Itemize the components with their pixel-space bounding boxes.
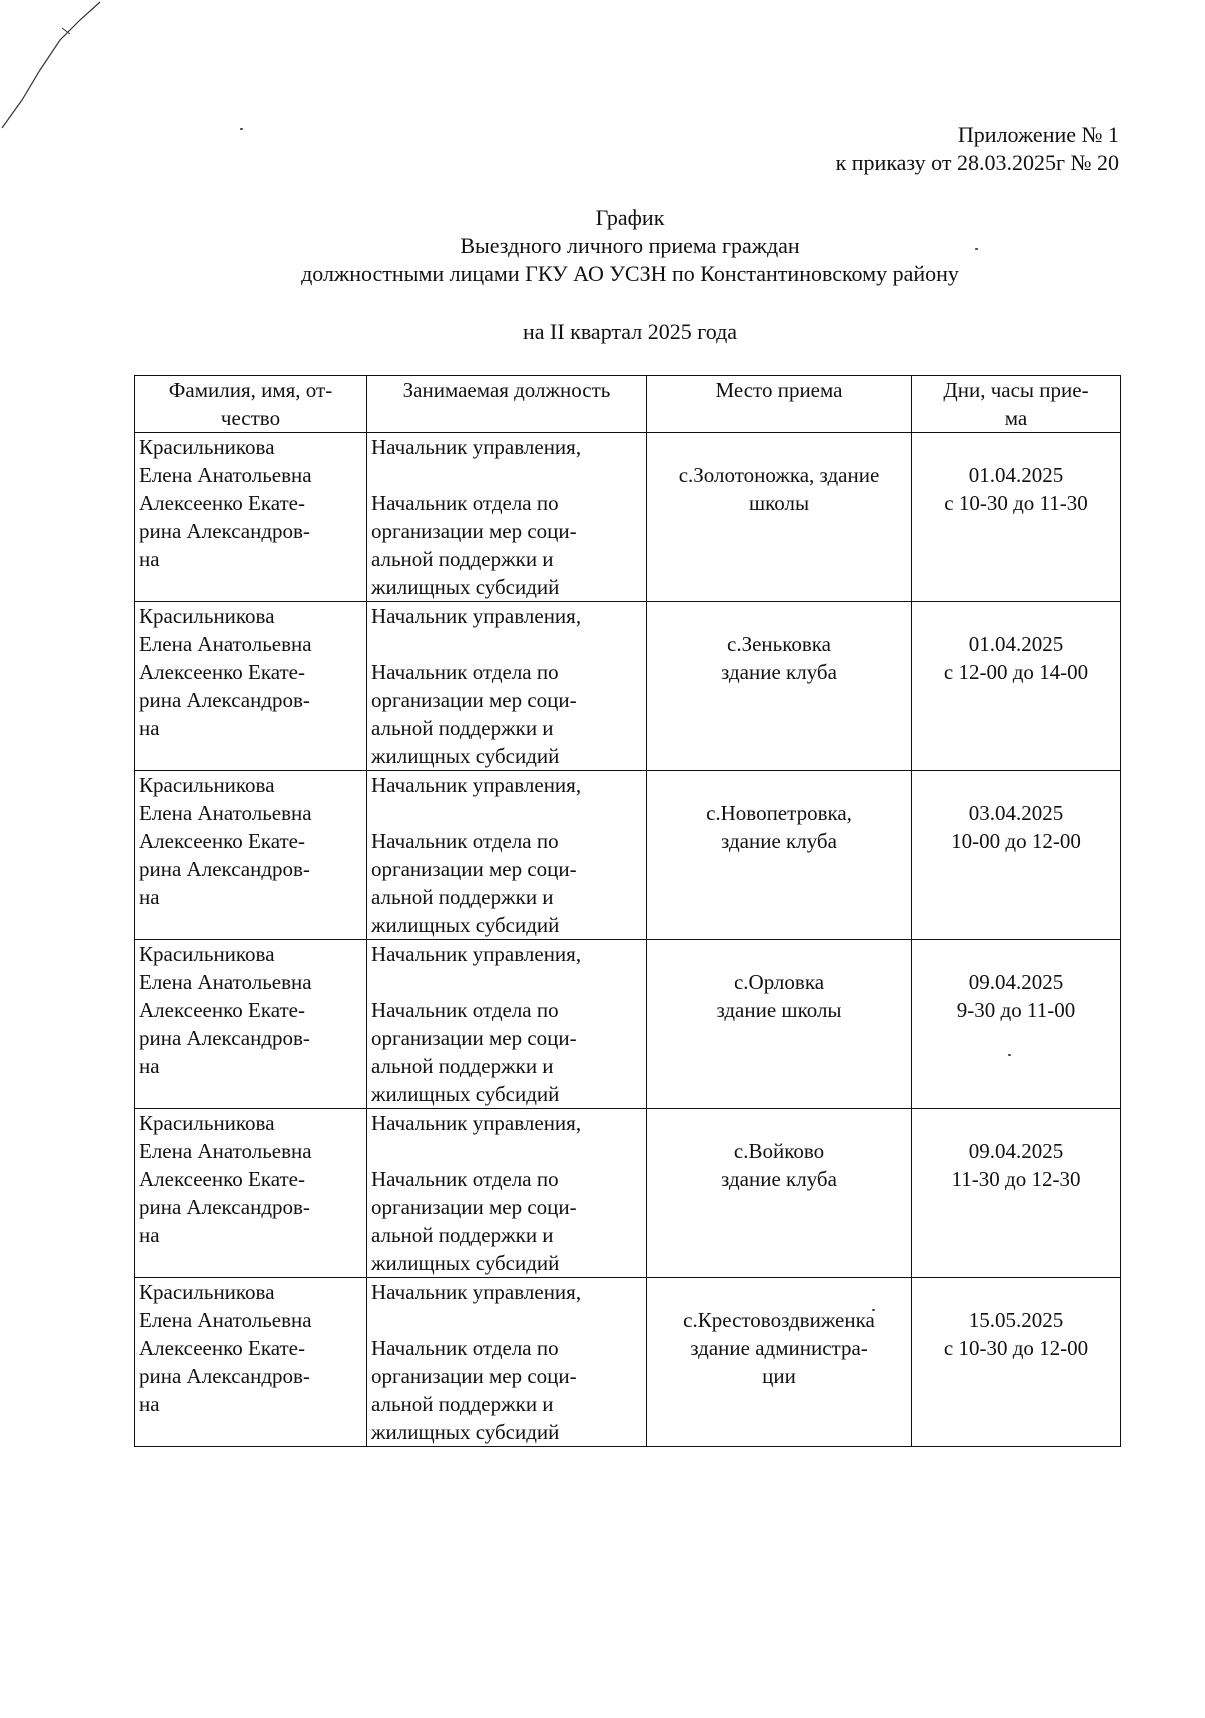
cell-place bbox=[647, 940, 912, 1109]
position-head: Начальник управления, bbox=[371, 1280, 582, 1304]
position-head: Начальник управления, bbox=[371, 942, 582, 966]
cell-place bbox=[647, 771, 912, 940]
cell-position bbox=[367, 940, 647, 1109]
cell-names: Красильникова Елена Анатольевна Алексеенко Екате- рина Александров- на bbox=[135, 1109, 367, 1278]
place-text: с.Зеньковка здание клуба bbox=[721, 632, 837, 684]
cell-time bbox=[912, 602, 1121, 771]
cell-place bbox=[647, 1278, 912, 1447]
document-title bbox=[0, 204, 1205, 288]
scan-speck bbox=[240, 128, 243, 130]
table-row bbox=[135, 1109, 1121, 1278]
time-text: 09.04.2025 11-30 до 12-30 bbox=[951, 1139, 1081, 1191]
cell-names: Красильникова Елена Анатольевна Алексеенко Екате- рина Александров- на bbox=[135, 940, 367, 1109]
title-line-2: Выездного личного приема граждан bbox=[460, 233, 800, 258]
position-dept: Начальник отдела по организации мер соци- альной поддержки и жилищных субсидий bbox=[371, 491, 577, 599]
cell-names: Красильникова Елена Анатольевна Алексеенко Екате- рина Александров- на bbox=[135, 602, 367, 771]
place-text: с.Золотоножка, здание школы bbox=[678, 463, 880, 515]
cell-time bbox=[912, 771, 1121, 940]
table-row bbox=[135, 433, 1121, 602]
time-text: 09.04.2025 9-30 до 11-00 bbox=[956, 970, 1076, 1022]
cell-time bbox=[912, 1109, 1121, 1278]
table-row bbox=[135, 940, 1121, 1109]
position-head: Начальник управления, bbox=[371, 435, 582, 459]
cell-place bbox=[647, 433, 912, 602]
cell-place bbox=[647, 1109, 912, 1278]
table-header-row bbox=[135, 376, 1121, 433]
position-dept: Начальник отдела по организации мер соци- альной поддержки и жилищных субсидий bbox=[371, 1336, 577, 1444]
cell-time bbox=[912, 940, 1121, 1109]
cell-position bbox=[367, 1278, 647, 1447]
title-line-3: должностными лицами ГКУ АО УСЗН по Константиновскому району bbox=[301, 261, 959, 286]
place-text: с.Крестовоздвиженка здание администра- ции bbox=[683, 1308, 875, 1388]
cell-position bbox=[367, 771, 647, 940]
position-dept: Начальник отдела по организации мер соци- альной поддержки и жилищных субсидий bbox=[371, 1167, 577, 1275]
place-text: с.Орловка здание школы bbox=[716, 970, 842, 1022]
position-dept: Начальник отдела по организации мер соци- альной поддержки и жилищных субсидий bbox=[371, 998, 577, 1106]
time-text: 03.04.2025 10-00 до 12-00 bbox=[951, 801, 1081, 853]
cell-position bbox=[367, 602, 647, 771]
header-position: Занимаемая должность bbox=[367, 376, 647, 433]
time-text: 01.04.2025 с 10-30 до 11-30 bbox=[944, 463, 1088, 515]
cell-names: Красильникова Елена Анатольевна Алексеенко Екате- рина Александров- на bbox=[135, 433, 367, 602]
position-dept: Начальник отдела по организации мер соци- альной поддержки и жилищных субсидий bbox=[371, 829, 577, 937]
cell-position bbox=[367, 1109, 647, 1278]
title-line-1: График bbox=[595, 205, 665, 230]
table-row bbox=[135, 1278, 1121, 1447]
schedule-table bbox=[134, 375, 1121, 1447]
table-row bbox=[135, 602, 1121, 771]
place-text: с.Войково здание клуба bbox=[721, 1139, 837, 1191]
cell-place bbox=[647, 602, 912, 771]
position-head: Начальник управления, bbox=[371, 1111, 582, 1135]
place-text: с.Новопетровка, здание клуба bbox=[706, 801, 852, 853]
cell-names: Красильникова Елена Анатольевна Алексеенко Екате- рина Александров- на bbox=[135, 771, 367, 940]
cell-time bbox=[912, 433, 1121, 602]
header-time: Дни, часы прие- ма bbox=[912, 376, 1121, 433]
position-dept: Начальник отдела по организации мер соци- альной поддержки и жилищных субсидий bbox=[371, 660, 577, 768]
time-text: 15.05.2025 с 10-30 до 12-00 bbox=[943, 1308, 1089, 1360]
position-head: Начальник управления, bbox=[371, 604, 582, 628]
scan-artifact-line bbox=[0, 0, 110, 140]
header-name: Фамилия, имя, от- чество bbox=[135, 376, 367, 433]
table-row bbox=[135, 771, 1121, 940]
cell-position bbox=[367, 433, 647, 602]
cell-time bbox=[912, 1278, 1121, 1447]
position-head: Начальник управления, bbox=[371, 773, 582, 797]
header-place: Место приема bbox=[647, 376, 912, 433]
appendix-number: Приложение № 1 bbox=[957, 122, 1119, 147]
order-reference: к приказу от 28.03.2025г № 20 bbox=[835, 150, 1119, 175]
time-text: 01.04.2025 с 12-00 до 14-00 bbox=[943, 632, 1089, 684]
appendix-reference bbox=[836, 121, 1119, 177]
title-period: на II квартал 2025 года bbox=[522, 319, 738, 344]
cell-names: Красильникова Елена Анатольевна Алексеенко Екате- рина Александров- на bbox=[135, 1278, 367, 1447]
